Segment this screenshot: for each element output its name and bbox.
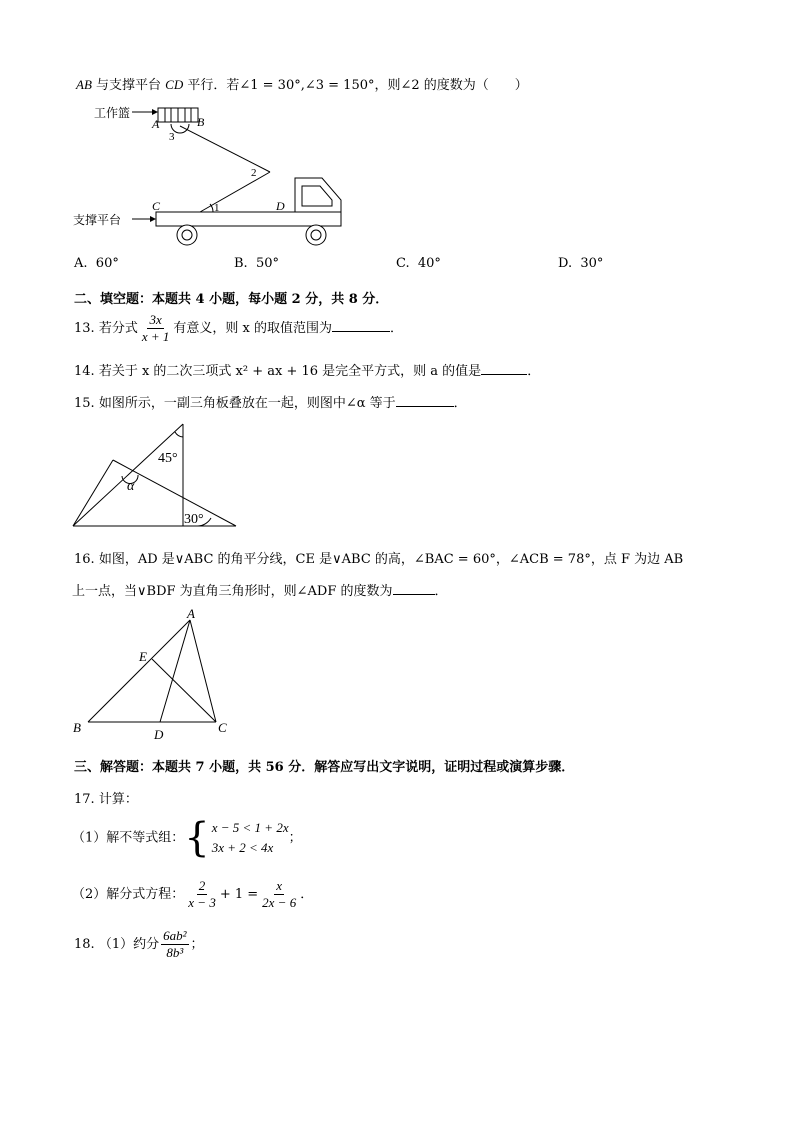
label-45: 45° <box>158 451 178 466</box>
inequality-1: x − 5 < 1 + 2x <box>211 820 289 835</box>
q14-number: 14. <box>74 364 95 379</box>
set-squares-figure <box>70 420 240 530</box>
label-D: D <box>154 727 164 742</box>
q17-part1-label: （1）解不等式组： <box>72 830 185 846</box>
side-ac <box>190 620 216 722</box>
truck-bed <box>156 212 341 226</box>
label-angle1: 1 <box>214 202 220 214</box>
q16-line1 <box>74 548 683 567</box>
q14 <box>74 360 540 379</box>
q17-part2-label: （2）解分式方程： <box>72 887 185 902</box>
short-edge-30 <box>73 460 113 526</box>
q17-number: 17. <box>74 792 95 807</box>
q13-blank[interactable] <box>332 319 390 332</box>
label-angle3: 3 <box>169 131 175 143</box>
option-d <box>558 256 603 271</box>
option-value: 30° <box>580 256 604 271</box>
option-key: A. <box>74 256 88 271</box>
upper-arm <box>180 126 270 172</box>
inequality-system <box>184 815 289 861</box>
option-a <box>74 256 119 271</box>
angle45-arc <box>175 432 183 437</box>
label-B: B <box>197 115 205 129</box>
q13-fraction <box>140 312 172 345</box>
fraction-1-denominator: x − 3 <box>188 895 216 910</box>
option-key: B. <box>234 256 248 271</box>
brace-symbol: { <box>184 815 210 861</box>
q17-title-text: 计算： <box>98 792 138 807</box>
option-c <box>396 256 441 271</box>
q14-text: 若关于 x 的二次三项式 x² + ax + 16 是完全平方式，则 a 的值是 <box>98 364 482 379</box>
q18-denominator: 8b³ <box>166 945 184 960</box>
q18-numerator: 6ab² <box>163 928 187 943</box>
q13 <box>74 312 403 345</box>
label-C: C <box>218 720 227 735</box>
q16-number: 16. <box>74 552 95 567</box>
q16-line1-text: 如图，AD 是∨ABC 的角平分线，CE 是∨ABC 的高，∠BAC = 60°，∠ACB = 78°，点 F 为边 AB <box>98 552 684 567</box>
q15-number: 15. <box>74 396 95 411</box>
q17-part2-end: ． <box>300 887 314 902</box>
q18 <box>74 928 204 961</box>
q17-fraction-1 <box>186 878 218 911</box>
fraction-1-numerator: 2 <box>198 878 206 893</box>
q13-pre: 若分式 <box>98 321 138 336</box>
hypotenuse-45 <box>73 424 183 526</box>
inequality-2: 3x + 2 < 4x <box>211 840 274 855</box>
q13-denominator: x + 1 <box>141 329 170 344</box>
triangle-figure <box>70 606 240 742</box>
option-value: 60° <box>95 256 119 271</box>
fraction-2-denominator: 2x − 6 <box>262 895 297 910</box>
q17-part2 <box>72 878 313 911</box>
q16-end: ． <box>434 584 448 599</box>
q12-stem-part-d: 平行．若∠1 = 30°,∠3 = 150°，则∠2 的度数为（ ） <box>183 78 528 93</box>
q12-ab: AB <box>76 77 92 92</box>
basket-arrowhead <box>152 109 158 115</box>
label-A: A <box>152 117 160 131</box>
label-alpha: α <box>127 479 135 494</box>
basket-label: 工作篮 <box>94 106 131 120</box>
q16-line2-text: 上一点，当∨BDF 为直角三角形时，则∠ADF 的度数为 <box>72 584 393 599</box>
option-value: 50° <box>255 256 279 271</box>
q15 <box>74 392 467 411</box>
section3-heading: 三、解答题：本题共 7 小题，共 56 分．解答应写出文字说明，证明过程或演算步骤． <box>74 760 575 775</box>
platform-label: 支撑平台 <box>73 213 122 227</box>
q15-text: 如图所示，一副三角板叠放在一起，则图中∠α 等于 <box>98 396 396 411</box>
q12-cd: CD <box>165 77 184 92</box>
q15-blank[interactable] <box>396 394 454 407</box>
label-30: 30° <box>184 512 204 527</box>
option-key: D. <box>558 256 573 271</box>
label-C: C <box>152 199 161 213</box>
q16-line2 <box>72 580 448 599</box>
lower-arm <box>200 172 270 212</box>
label-angle2: 2 <box>251 167 257 179</box>
q13-end: ． <box>390 321 404 336</box>
q17-fraction-2 <box>260 878 298 911</box>
q18-label: （1）约分 <box>98 937 160 952</box>
label-A: A <box>187 606 195 621</box>
q17-title <box>74 788 138 807</box>
altitude-ce <box>152 659 216 722</box>
cab-window <box>302 186 332 206</box>
q18-fraction <box>161 928 188 961</box>
fraction-2-numerator: x <box>276 878 283 893</box>
label-D: D <box>276 199 285 213</box>
q14-blank[interactable] <box>481 362 527 375</box>
q18-number: 18. <box>74 937 95 952</box>
q12-stem <box>76 74 528 93</box>
section2-heading: 二、填空题：本题共 4 小题，每小题 2 分，共 8 分． <box>74 292 389 307</box>
q17-part1-end: ； <box>288 830 302 846</box>
q13-numerator: 3x <box>149 312 162 327</box>
label-E: E <box>139 649 147 664</box>
plus-one: + 1 = <box>219 887 259 902</box>
platform-arrowhead <box>150 216 156 222</box>
option-b <box>234 256 279 271</box>
option-value: 40° <box>417 256 441 271</box>
q16-blank[interactable] <box>393 582 435 595</box>
front-wheel <box>177 225 197 245</box>
q15-end: ． <box>453 396 467 411</box>
option-key: C. <box>396 256 410 271</box>
q14-end: ． <box>527 364 541 379</box>
q12-stem-part-b: 与支撑平台 <box>91 78 166 93</box>
q17-part1 <box>72 815 302 861</box>
label-B: B <box>73 720 81 735</box>
rear-wheel <box>306 225 326 245</box>
q13-number: 13. <box>74 321 95 336</box>
q18-end: ； <box>190 937 204 952</box>
q13-post: 有意义，则 x 的取值范围为 <box>173 321 332 336</box>
